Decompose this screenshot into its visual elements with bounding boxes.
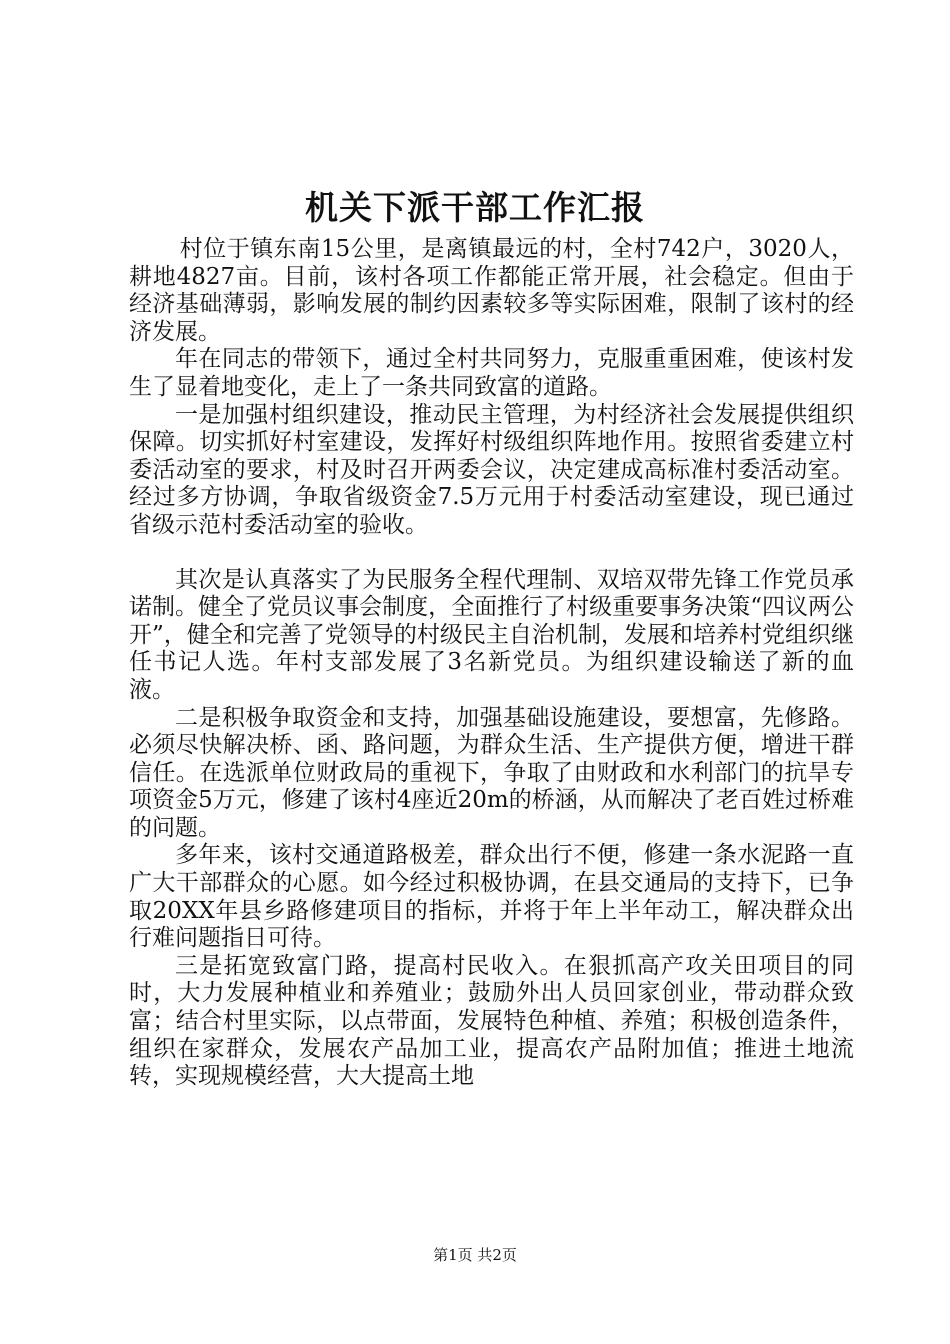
paragraph-party-service: 其次是认真落实了为民服务全程代理制、双培双带先锋工作党员承诺制。健全了党员议事会制度，全面推行了村级重要事务决策“四议两公开”，健全和完善了党领导的村级民主自治机制，发展和培养村党组织继任书记人选。年村支部发展了3名新党员。为组织建设输送了新的血液。 (129, 566, 854, 703)
page-footer: 第1页 共2页 (433, 1246, 517, 1264)
paragraph-road-construction: 多年来，该村交通道路极差，群众出行不便，修建一条水泥路一直广大干部群众的心愿。如今经过积极协调，在县交通局的支持下，已争取20XX年县乡路修建项目的指标，并将于年上半年动工，解决群众出行难问题指日可待。 (129, 842, 854, 952)
paragraph-organization-building: 一是加强村组织建设，推动民主管理，为村经济社会发展提供组织保障。切实抓好村室建设，发挥好村级组织阵地作用。按照省委建立村委活动室的要求，村及时召开两委会议，决定建成高标准村委活动室。经过多方协调，争取省级资金7.5万元用于村委活动室建设，现已通过省级示范村委活动室的验收。 (129, 401, 854, 538)
paragraph-infrastructure: 二是积极争取资金和支持，加强基础设施建设，要想富，先修路。必须尽快解决桥、函、路问题，为群众生活、生产提供方便，增进干群信任。在选派单位财政局的重视下，争取了由财政和水利部门的抗旱专项资金5万元，修建了该村4座近20m的桥涵，从而解决了老百姓过桥难的问题。 (129, 704, 854, 841)
document-title: 机关下派干部工作汇报 (305, 188, 645, 227)
paragraph-village-overview: 村位于镇东南15公里，是离镇最远的村，全村742户，3020人，耕地4827亩。目前，该村各项工作都能正常开展，社会稳定。但由于经济基础薄弱，影响发展的制约因素较多等实际困难，限制了该村的经济发展。 (129, 236, 854, 345)
document-body (129, 236, 854, 1091)
paragraph-income: 三是拓宽致富门路，提高村民收入。在狠抓高产攻关田项目的同时，大力发展种植业和养殖业；鼓励外出人员回家创业，带动群众致富；结合村里实际，以点带面，发展特色种植、养殖；积极创造条件，组织在家群众，发展农产品加工业，提高农产品附加值；推进土地流转，实现规模经营，大大提高土地 (129, 952, 854, 1090)
paragraph-changes: 年在同志的带领下，通过全村共同努力，克服重重困难，使该村发生了显着地变化，走上了一条共同致富的道路。 (129, 346, 854, 400)
